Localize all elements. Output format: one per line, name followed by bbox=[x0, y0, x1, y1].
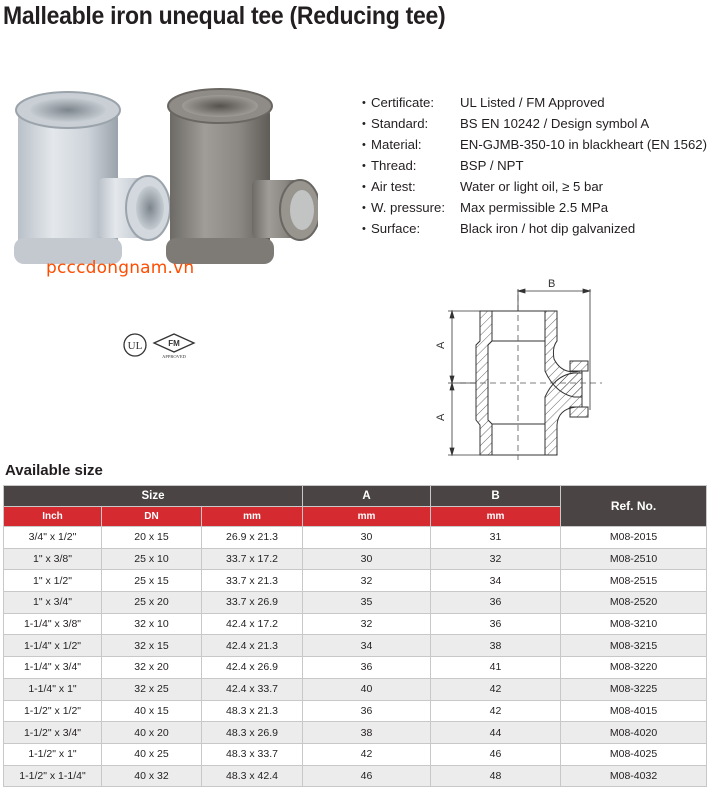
cell-inch: 1-1/4" x 1/2" bbox=[4, 635, 102, 657]
cell-mm: 33.7 x 17.2 bbox=[202, 548, 303, 570]
header-a: A bbox=[303, 486, 431, 507]
cell-a: 34 bbox=[303, 635, 431, 657]
table-row bbox=[4, 548, 707, 570]
ul-logo-icon bbox=[124, 334, 146, 356]
table-row bbox=[4, 592, 707, 614]
cell-mm: 33.7 x 26.9 bbox=[202, 592, 303, 614]
spec-label: Standard: bbox=[371, 116, 429, 131]
cell-b: 32 bbox=[431, 548, 561, 570]
cell-a: 46 bbox=[303, 765, 431, 787]
cell-ref: M08-3220 bbox=[561, 657, 707, 679]
tee-cross-section-diagram bbox=[430, 275, 605, 460]
cell-mm: 42.4 x 33.7 bbox=[202, 678, 303, 700]
bullet: • bbox=[362, 159, 366, 172]
spec-label: Material: bbox=[371, 137, 422, 152]
cell-dn: 40 x 15 bbox=[102, 700, 202, 722]
subheader-dn: DN bbox=[102, 507, 202, 527]
cell-a: 40 bbox=[303, 678, 431, 700]
spec-value: BSP / NPT bbox=[460, 158, 524, 173]
watermark-text: pcccdongnam.vn bbox=[46, 258, 195, 278]
cell-b: 36 bbox=[431, 592, 561, 614]
page-title: Malleable iron unequal tee (Reducing tee) bbox=[3, 2, 446, 30]
svg-text:UL: UL bbox=[127, 340, 143, 352]
spec-label: Certificate: bbox=[371, 95, 435, 110]
table-row bbox=[4, 657, 707, 679]
cell-a: 42 bbox=[303, 743, 431, 765]
cell-inch: 1" x 3/8" bbox=[4, 548, 102, 570]
cell-dn: 40 x 32 bbox=[102, 765, 202, 787]
table-row bbox=[4, 613, 707, 635]
header-ref-no: Ref. No. bbox=[561, 486, 707, 527]
cell-mm: 48.3 x 21.3 bbox=[202, 700, 303, 722]
cell-dn: 40 x 20 bbox=[102, 722, 202, 744]
cell-a: 32 bbox=[303, 570, 431, 592]
spec-label: Air test: bbox=[371, 179, 416, 194]
dimension-label-b: B bbox=[548, 278, 556, 290]
cell-dn: 25 x 20 bbox=[102, 592, 202, 614]
cell-inch: 1-1/2" x 1" bbox=[4, 743, 102, 765]
cell-ref: M08-4032 bbox=[561, 765, 707, 787]
spec-row-thread bbox=[362, 155, 707, 176]
cell-a: 35 bbox=[303, 592, 431, 614]
dimension-label-a-lower: A bbox=[435, 413, 447, 421]
dimension-label-a-upper: A bbox=[435, 341, 447, 349]
cell-mm: 26.9 x 21.3 bbox=[202, 527, 303, 549]
spec-row-material bbox=[362, 134, 707, 155]
spec-value: Max permissible 2.5 MPa bbox=[460, 200, 609, 215]
header-size: Size bbox=[4, 486, 303, 507]
cell-ref: M08-4015 bbox=[561, 700, 707, 722]
cell-inch: 1-1/2" x 1/2" bbox=[4, 700, 102, 722]
spec-label: Thread: bbox=[371, 158, 417, 173]
cell-ref: M08-3215 bbox=[561, 635, 707, 657]
cell-b: 48 bbox=[431, 765, 561, 787]
table-row bbox=[4, 678, 707, 700]
subheader-b-mm: mm bbox=[431, 507, 561, 527]
cell-mm: 42.4 x 21.3 bbox=[202, 635, 303, 657]
cell-ref: M08-2515 bbox=[561, 570, 707, 592]
size-table bbox=[3, 485, 707, 787]
svg-text:APPROVED: APPROVED bbox=[162, 354, 186, 359]
fm-approved-logo-icon bbox=[154, 334, 194, 359]
certification-logos bbox=[122, 330, 212, 360]
cell-ref: M08-2510 bbox=[561, 548, 707, 570]
spec-list bbox=[362, 92, 707, 239]
svg-text:FM: FM bbox=[168, 339, 180, 348]
cell-mm: 48.3 x 26.9 bbox=[202, 722, 303, 744]
cell-dn: 40 x 25 bbox=[102, 743, 202, 765]
cell-ref: M08-3225 bbox=[561, 678, 707, 700]
cell-b: 38 bbox=[431, 635, 561, 657]
cell-a: 36 bbox=[303, 700, 431, 722]
subheader-a-mm: mm bbox=[303, 507, 431, 527]
cell-inch: 1-1/2" x 3/4" bbox=[4, 722, 102, 744]
table-row bbox=[4, 765, 707, 787]
cell-mm: 48.3 x 42.4 bbox=[202, 765, 303, 787]
table-row bbox=[4, 722, 707, 744]
cell-b: 46 bbox=[431, 743, 561, 765]
cell-ref: M08-3210 bbox=[561, 613, 707, 635]
bullet: • bbox=[362, 201, 366, 214]
spec-row-air-test bbox=[362, 176, 707, 197]
cell-ref: M08-4025 bbox=[561, 743, 707, 765]
table-row bbox=[4, 743, 707, 765]
cell-dn: 32 x 25 bbox=[102, 678, 202, 700]
spec-value: Water or light oil, ≥ 5 bar bbox=[460, 179, 604, 194]
spec-value: BS EN 10242 / Design symbol A bbox=[460, 116, 650, 131]
spec-row-standard bbox=[362, 113, 707, 134]
cell-b: 41 bbox=[431, 657, 561, 679]
cell-inch: 1-1/4" x 3/4" bbox=[4, 657, 102, 679]
cell-dn: 25 x 15 bbox=[102, 570, 202, 592]
spec-value: Black iron / hot dip galvanized bbox=[460, 221, 636, 236]
cell-a: 36 bbox=[303, 657, 431, 679]
cell-inch: 3/4" x 1/2" bbox=[4, 527, 102, 549]
table-row bbox=[4, 700, 707, 722]
bullet: • bbox=[362, 138, 366, 151]
cell-b: 42 bbox=[431, 700, 561, 722]
cell-dn: 32 x 20 bbox=[102, 657, 202, 679]
bullet: • bbox=[362, 180, 366, 193]
cell-ref: M08-4020 bbox=[561, 722, 707, 744]
cell-mm: 42.4 x 17.2 bbox=[202, 613, 303, 635]
bullet: • bbox=[362, 96, 366, 109]
cell-b: 44 bbox=[431, 722, 561, 744]
spec-value: UL Listed / FM Approved bbox=[460, 95, 605, 110]
section-heading-available-size: Available size bbox=[5, 462, 103, 479]
cell-mm: 48.3 x 33.7 bbox=[202, 743, 303, 765]
spec-row-working-pressure bbox=[362, 197, 707, 218]
cell-a: 30 bbox=[303, 548, 431, 570]
header-b: B bbox=[431, 486, 561, 507]
cell-inch: 1-1/4" x 1" bbox=[4, 678, 102, 700]
cell-mm: 33.7 x 21.3 bbox=[202, 570, 303, 592]
spec-label: W. pressure: bbox=[371, 200, 446, 215]
cell-a: 38 bbox=[303, 722, 431, 744]
cell-a: 30 bbox=[303, 527, 431, 549]
cell-b: 31 bbox=[431, 527, 561, 549]
table-row bbox=[4, 635, 707, 657]
cell-mm: 42.4 x 26.9 bbox=[202, 657, 303, 679]
cell-a: 32 bbox=[303, 613, 431, 635]
spec-row-surface bbox=[362, 218, 707, 239]
cell-inch: 1" x 3/4" bbox=[4, 592, 102, 614]
table-row bbox=[4, 527, 707, 549]
cell-inch: 1-1/4" x 3/8" bbox=[4, 613, 102, 635]
cell-b: 34 bbox=[431, 570, 561, 592]
subheader-mm: mm bbox=[202, 507, 303, 527]
cell-dn: 20 x 15 bbox=[102, 527, 202, 549]
cell-ref: M08-2520 bbox=[561, 592, 707, 614]
cell-dn: 32 x 15 bbox=[102, 635, 202, 657]
cell-b: 36 bbox=[431, 613, 561, 635]
spec-label: Surface: bbox=[371, 221, 421, 236]
cell-ref: M08-2015 bbox=[561, 527, 707, 549]
cell-inch: 1-1/2" x 1-1/4" bbox=[4, 765, 102, 787]
cell-dn: 32 x 10 bbox=[102, 613, 202, 635]
cell-inch: 1" x 1/2" bbox=[4, 570, 102, 592]
subheader-inch: Inch bbox=[4, 507, 102, 527]
bullet: • bbox=[362, 222, 366, 235]
table-row bbox=[4, 570, 707, 592]
spec-row-certificate bbox=[362, 92, 707, 113]
bullet: • bbox=[362, 117, 366, 130]
cell-b: 42 bbox=[431, 678, 561, 700]
cell-dn: 25 x 10 bbox=[102, 548, 202, 570]
spec-value: EN-GJMB-350-10 in blackheart (EN 1562) bbox=[460, 137, 708, 152]
